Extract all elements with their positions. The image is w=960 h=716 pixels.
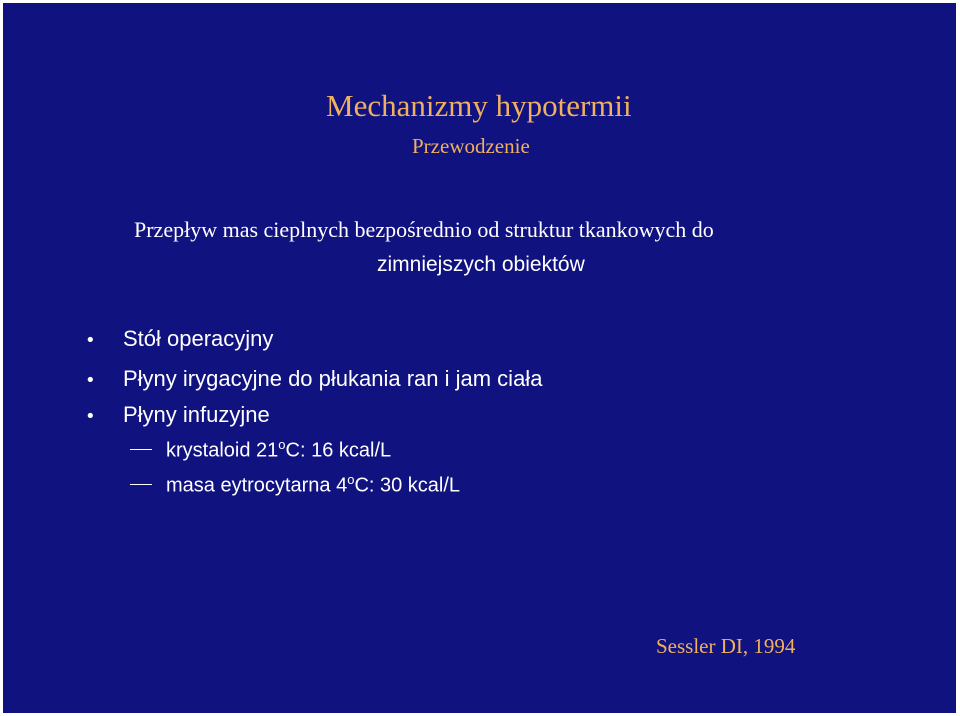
sub-bullet-rest: C: 30 kcal/L: [354, 474, 461, 497]
slide: [3, 3, 956, 713]
bullet-dot-icon: •: [85, 330, 96, 351]
bullet-item: [85, 326, 273, 352]
definition-line-2: zimniejszych obiektów: [377, 253, 585, 276]
bullet-dot-icon: •: [85, 406, 96, 427]
bullet-text: Stół operacyjny: [123, 326, 274, 351]
citation: Sessler DI, 1994: [656, 634, 796, 658]
sub-bullet-rest: C: 16 kcal/L: [285, 439, 392, 462]
bullet-text: Płyny infuzyjne: [123, 402, 270, 427]
bullet-dot-icon: •: [85, 370, 96, 391]
bullet-item: [85, 402, 270, 428]
dash-icon: [130, 440, 166, 463]
bullet-text: Płyny irygacyjne do płukania ran i jam ciała: [123, 366, 543, 391]
dash-icon: [130, 475, 166, 498]
degree-sup: o: [347, 472, 355, 487]
sub-bullet-text: krystaloid 21: [166, 439, 279, 462]
slide-title: Mechanizmy hypotermii: [326, 88, 632, 123]
sub-bullet-text: masa eytrocytarna 4: [166, 474, 348, 497]
sub-bullet-item: [130, 437, 391, 463]
bullet-item: [85, 366, 542, 392]
degree-sup: o: [278, 437, 286, 452]
slide-subtitle: Przewodzenie: [412, 134, 530, 158]
definition-line-1: Przepływ mas cieplnych bezpośrednio od struktur tkankowych do: [134, 217, 714, 242]
sub-bullet-item: [130, 472, 460, 498]
